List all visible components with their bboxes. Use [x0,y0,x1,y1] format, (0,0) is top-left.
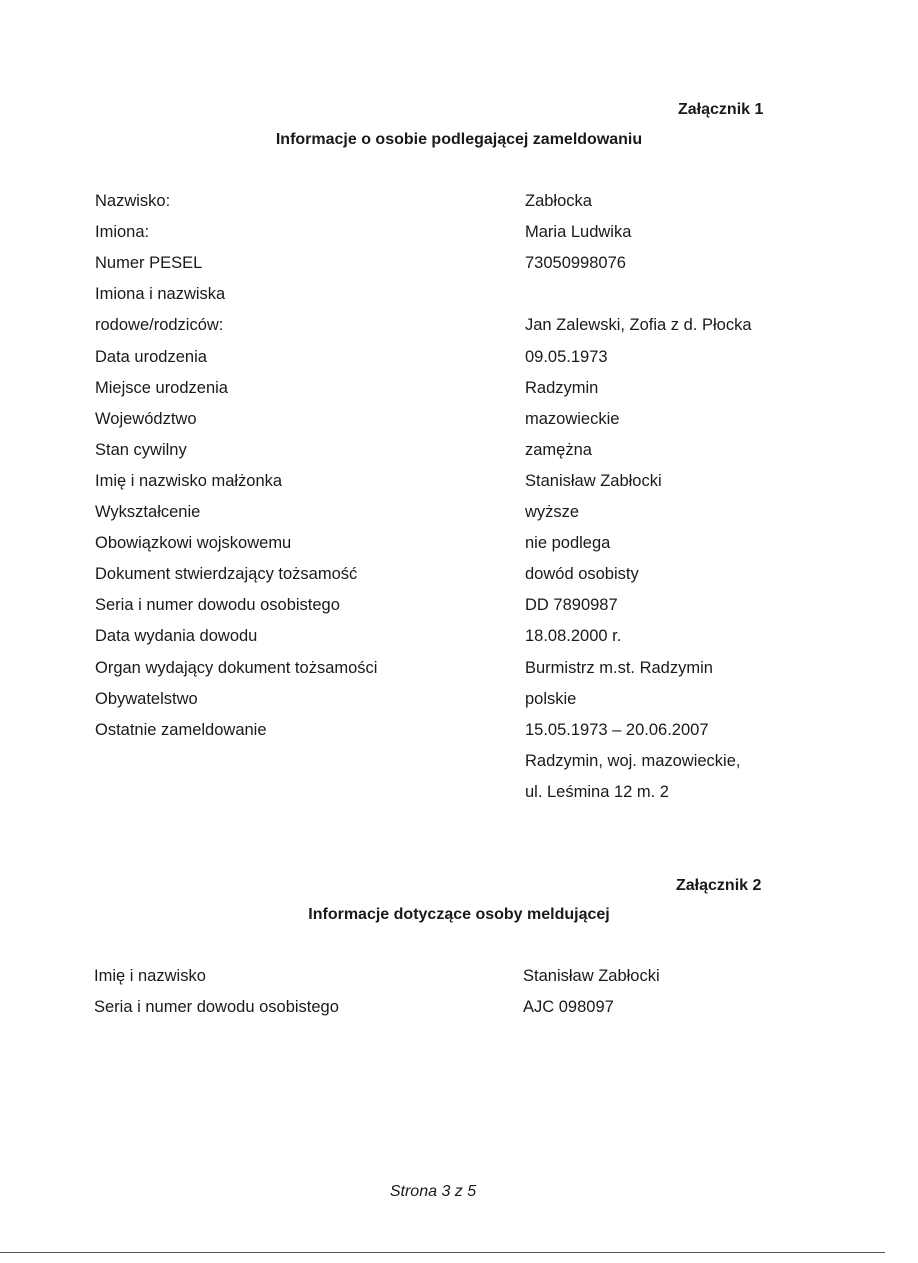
annex-2-heading: Informacje dotyczące osoby meldującej [308,906,610,923]
field-label: Imiona: [95,223,150,242]
field-label: Wykształcenie [95,503,201,521]
field-label: Seria i numer dowodu osobistego [94,998,339,1016]
field-value: wyższe [525,503,580,521]
field-value: Zabłocka [525,192,592,210]
field-value: 15.05.1973 – 20.06.2007 [525,720,709,739]
field-label: Data urodzenia [95,347,207,366]
field-value: nie podlega [525,534,611,553]
field-value: DD 7890987 [525,596,618,615]
field-label: Data wydania dowodu [95,627,258,646]
field-label: Seria i numer dowodu osobistego [95,596,340,615]
field-value: Jan Zalewski, Zofia z d. Płocka [525,316,752,335]
field-label: Imiona i nazwiska [95,285,226,304]
field-value: Radzymin [525,378,599,397]
field-value: zamężna [525,440,592,459]
annex-1-label: Załącznik 1 [678,101,764,118]
field-label: Ostatnie zameldowanie [95,720,267,739]
field-label: Stan cywilny [95,440,187,459]
field-label: Imię i nazwisko małżonka [95,471,283,490]
field-value: dowód osobisty [525,565,639,584]
annex-2-label: Załącznik 2 [676,877,762,894]
field-label: Obowiązkowi wojskowemu [95,534,292,553]
field-label: Dokument stwierdzający tożsamość [95,565,358,584]
field-value: 18.08.2000 r. [525,627,622,646]
field-value: Maria Ludwika [525,223,632,242]
field-value: Radzymin, woj. mazowieckie, [525,751,741,770]
field-label: Organ wydający dokument tożsamości [95,658,378,677]
field-label: Imię i nazwisko [94,967,206,985]
field-value: polskie [525,689,577,708]
field-label: rodowe/rodziców: [95,316,224,335]
field-value: Stanisław Zabłocki [523,967,660,985]
annex-1-heading: Informacje o osobie podlegającej zameldowaniu [275,131,643,148]
field-label: Nazwisko: [95,192,171,210]
field-label: Numer PESEL [95,254,203,273]
field-value: Burmistrz m.st. Radzymin [525,658,713,677]
field-value: ul. Leśmina 12 m. 2 [525,782,669,801]
field-value: mazowieckie [525,409,620,428]
bottom-rule [0,1252,885,1253]
field-value: 73050998076 [525,254,626,273]
field-value: 09.05.1973 [525,347,608,366]
field-label: Obywatelstwo [95,689,198,708]
page-number: Strona 3 z 5 [389,1183,477,1200]
field-value: Stanisław Zabłocki [525,471,662,490]
field-value: AJC 098097 [523,998,614,1016]
field-label: Województwo [95,409,197,428]
field-label: Miejsce urodzenia [95,378,228,397]
